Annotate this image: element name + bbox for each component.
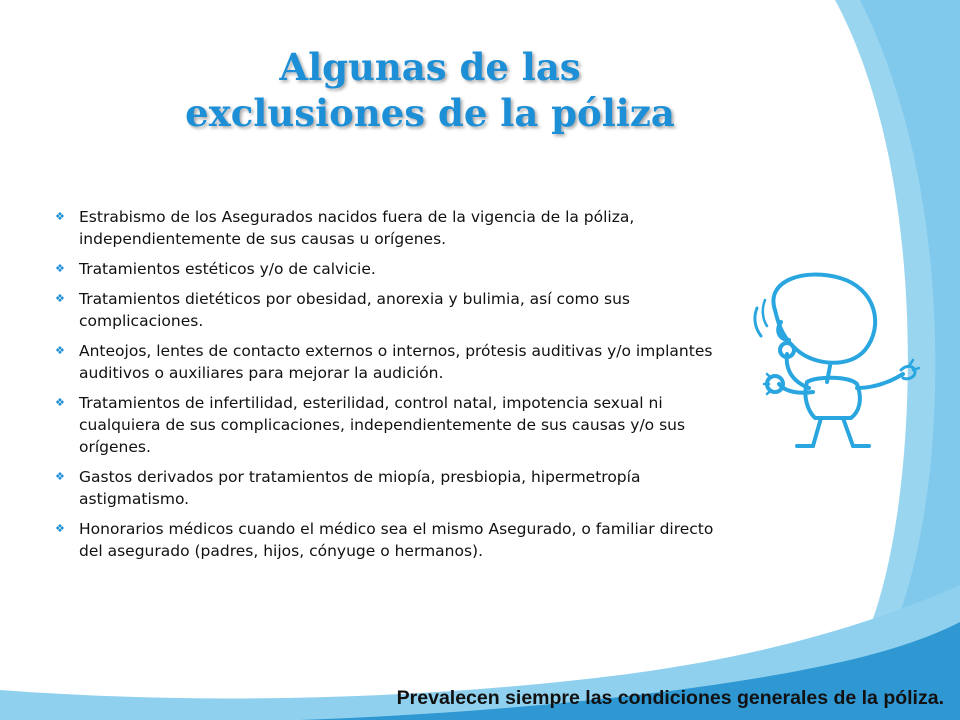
list-item-text: Anteojos, lentes de contacto externos o internos, prótesis auditivas y/o implantes auditivos o auxiliares para mejorar la audición.: [79, 342, 713, 382]
exclusions-list: [55, 206, 735, 570]
footer-note: Prevalecen siempre las condiciones generales de la póliza.: [396, 687, 944, 709]
list-item: [55, 392, 735, 458]
diamond-bullet-icon: ❖: [55, 210, 65, 223]
title-line-2: exclusiones de la póliza: [185, 91, 675, 135]
list-item-text: Tratamientos estéticos y/o de calvicie.: [79, 260, 376, 278]
list-item-text: Honorarios médicos cuando el médico sea el mismo Asegurado, o familiar directo del asegurado (padres, hijos, cónyuge o hermanos).: [79, 520, 714, 560]
thinking-figure-illustration: [745, 270, 920, 450]
diamond-bullet-icon: ❖: [55, 344, 65, 357]
list-item: [55, 340, 735, 384]
list-item: [55, 258, 735, 280]
list-item-text: Tratamientos de infertilidad, esterilidad, control natal, impotencia sexual ni cualquiera de sus complicaciones, independientemente de sus causas y/o sus orígenes.: [79, 394, 686, 456]
list-item: [55, 206, 735, 250]
diamond-bullet-icon: ❖: [55, 522, 65, 535]
slide-title: [90, 44, 770, 136]
list-item: [55, 518, 735, 562]
list-item: [55, 466, 735, 510]
diamond-bullet-icon: ❖: [55, 470, 65, 483]
list-item-text: Tratamientos dietéticos por obesidad, anorexia y bulimia, así como sus complicaciones.: [79, 290, 630, 330]
title-line-1: Algunas de las: [279, 45, 581, 89]
list-item: [55, 288, 735, 332]
list-item-text: Gastos derivados por tratamientos de miopía, presbiopia, hipermetropía astigmatismo.: [79, 468, 641, 508]
diamond-bullet-icon: ❖: [55, 396, 65, 409]
list-item-text: Estrabismo de los Asegurados nacidos fuera de la vigencia de la póliza, independientemente de sus causas u orígenes.: [79, 208, 635, 248]
diamond-bullet-icon: ❖: [55, 292, 65, 305]
diamond-bullet-icon: ❖: [55, 262, 65, 275]
